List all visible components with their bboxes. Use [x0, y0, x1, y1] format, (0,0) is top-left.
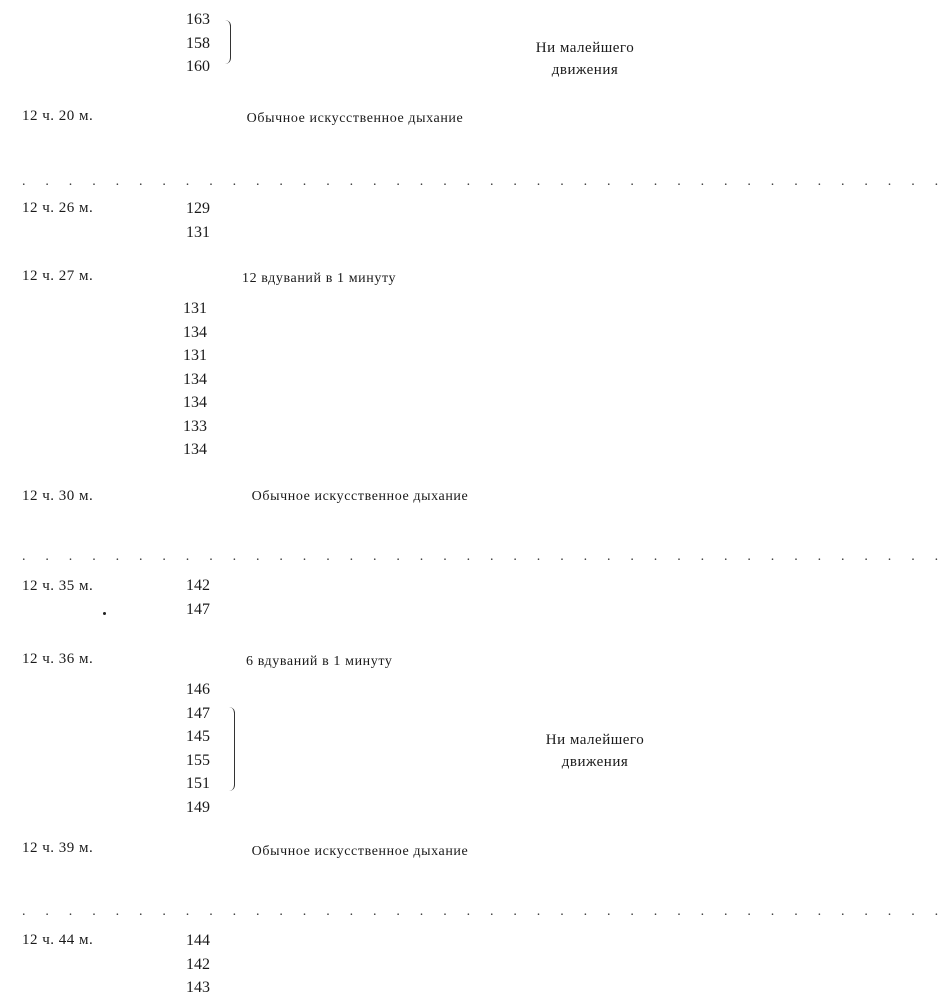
reading: 129	[186, 200, 210, 217]
reading: 131	[186, 223, 210, 241]
timestamp: 12 ч. 27 м.	[22, 268, 94, 284]
reading: 134	[183, 370, 207, 388]
reading: 133	[183, 417, 207, 435]
readings-block-9	[186, 929, 210, 1000]
timestamp: 12 ч. 44 м.	[22, 932, 94, 948]
reading: 134	[183, 441, 207, 458]
readings-block-1	[186, 8, 210, 79]
readings-block-6	[186, 574, 210, 621]
procedure-note: Обычное искусственное дыхание	[251, 489, 469, 504]
timestamp: 12 ч. 35 м.	[22, 578, 94, 594]
reading: 160	[186, 58, 210, 75]
reading: 145	[186, 728, 210, 745]
reading: 131	[183, 347, 207, 364]
reading: 158	[186, 34, 210, 52]
reading: 147	[186, 600, 210, 618]
readings-block-3	[186, 197, 210, 244]
procedure-note: Обычное искусственное дыхание	[251, 844, 469, 859]
reading: 142	[186, 955, 210, 973]
reading: 149	[186, 798, 210, 816]
dotted-separator: . . . . . . . . . . . . . . . . . . . . . . . . . . . . . . . . . . . . . . . .	[22, 904, 946, 919]
reading: 134	[183, 323, 207, 341]
timestamp: 12 ч. 39 м.	[22, 840, 94, 856]
side-note: Ни малейшего движения	[545, 732, 645, 770]
brace	[225, 20, 231, 64]
side-note: Ни малейшего движения	[535, 40, 635, 78]
dotted-separator: . . . . . . . . . . . . . . . . . . . . . . . . . . . . . . . . . . . . . . . .	[22, 174, 946, 189]
reading: 151	[186, 775, 210, 792]
reading: 143	[186, 979, 210, 996]
procedure-note: 6 вдуваний в 1 минуту	[246, 654, 393, 669]
procedure-note: Обычное искусственное дыхание	[246, 111, 464, 126]
reading: 147	[186, 704, 210, 722]
reading: 144	[186, 932, 210, 949]
timestamp: 12 ч. 20 м.	[22, 108, 94, 124]
procedure-note: 12 вдуваний в 1 минуту	[242, 271, 397, 286]
stray-dot	[103, 612, 106, 615]
brace	[229, 707, 235, 791]
reading: 163	[186, 11, 210, 28]
reading: 142	[186, 577, 210, 594]
timestamp: 12 ч. 36 м.	[22, 651, 94, 667]
reading: 155	[186, 751, 210, 769]
reading: 134	[183, 394, 207, 411]
timestamp: 12 ч. 30 м.	[22, 488, 94, 504]
timestamp: 12 ч. 26 м.	[22, 200, 94, 216]
readings-block-7	[186, 678, 210, 819]
dotted-separator: . . . . . . . . . . . . . . . . . . . . . . . . . . . . . . . . . . . . . . . .	[22, 549, 946, 564]
reading: 131	[183, 300, 207, 317]
reading: 146	[186, 681, 210, 698]
readings-block-4	[183, 297, 207, 462]
